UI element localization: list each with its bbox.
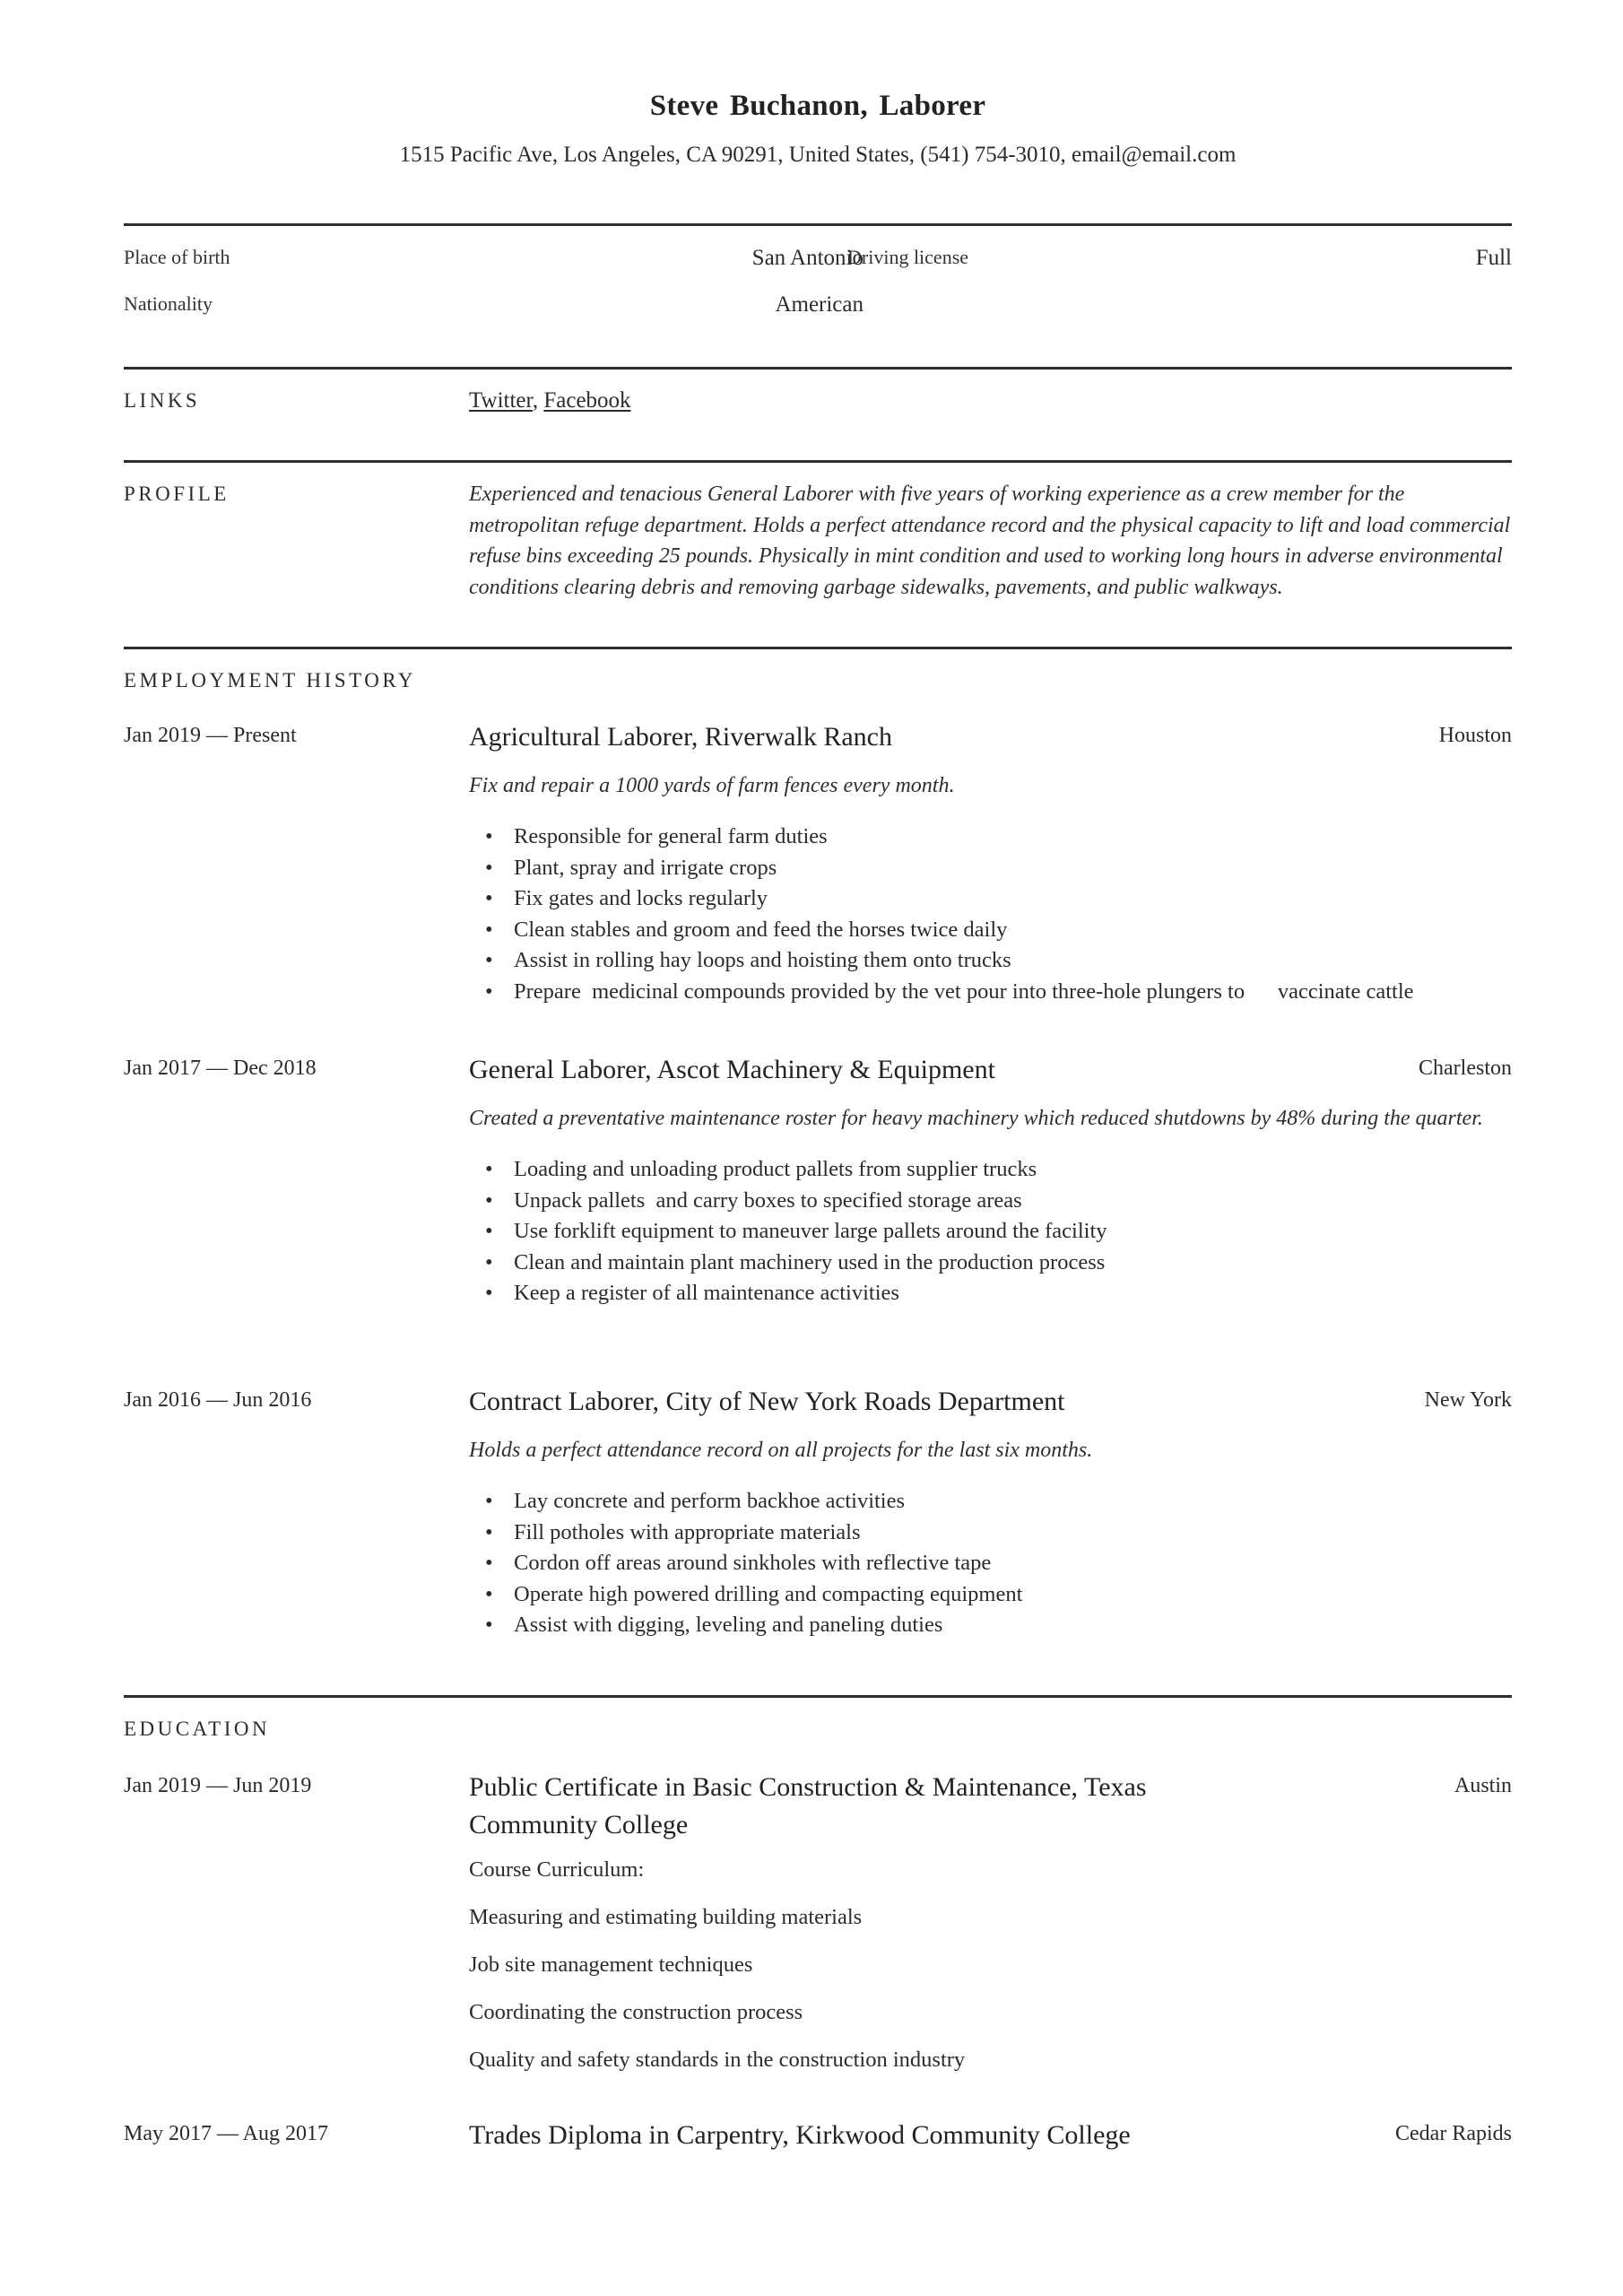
entry-bullets [469, 1154, 1512, 1309]
entry-date: Jan 2017 — Dec 2018 [124, 1057, 317, 1080]
bullet-icon: • [485, 948, 493, 973]
place-of-birth-label: Place of birth [124, 246, 230, 268]
entry-title: Public Certificate in Basic Construction & Maintenance, Texas Community College [469, 1772, 1147, 1839]
course-curriculum [469, 1846, 1225, 2083]
bullet-icon: • [485, 1157, 493, 1181]
personal-details [124, 223, 1512, 370]
divider [124, 1695, 1512, 1698]
bullet-item: • Cordon off areas around sinkholes with reflective tape [469, 1548, 1512, 1579]
entry-date: Jan 2016 — Jun 2016 [124, 1388, 312, 1412]
profile-section [124, 460, 1512, 599]
entry-description: Created a preventative maintenance roster for heavy machinery which reduced shutdowns by 48% during the quarter. [469, 1107, 1483, 1130]
links-title: LINKS [124, 389, 201, 412]
bullet-icon: • [485, 1249, 493, 1274]
entry-city: Charleston [1419, 1057, 1512, 1080]
profile-summary: Experienced and tenacious General Laborer with five years of working experience as a crew member for the metropolitan refuge department. Holds a perfect attendance record and the physical capacity to lift and load commercial refuse bins exceeding 25 pounds. Physically in mint condition and used to working long hours in adverse environmental conditions clearing debris and removing garbage sidewalks, pavements, and public walkways. [469, 483, 1511, 599]
bullet-icon: • [485, 1489, 493, 1513]
entry-title: Trades Diploma in Carpentry, Kirkwood Community College [469, 2120, 1131, 2150]
bullet-item: • Clean and maintain plant machinery used in the production process [469, 1248, 1512, 1279]
bullet-icon: • [485, 978, 493, 1004]
bullet-item: • Assist in rolling hay loops and hoisting them onto trucks [469, 945, 1512, 977]
bullet-item: • Keep a register of all maintenance activities [469, 1278, 1512, 1309]
bullet-item: • Prepare medicinal compounds provided by the vet pour into three-hole plungers to vaccinate cattle [469, 977, 1512, 1008]
bullet-item: • Loading and unloading product pallets from supplier trucks [469, 1154, 1512, 1186]
entry-city: Houston [1438, 724, 1512, 747]
bullet-item: • Use forklift equipment to maneuver large pallets around the facility [469, 1216, 1512, 1248]
bullet-item: • Unpack pallets and carry boxes to specified storage areas [469, 1186, 1512, 1217]
link-separator: , [532, 388, 544, 413]
bullet-icon: • [485, 1187, 493, 1213]
entry-date: Jan 2019 — Present [124, 724, 297, 747]
nationality-value: American [775, 292, 864, 317]
nationality-label: Nationality [124, 292, 213, 315]
resume-page [124, 0, 1512, 2150]
bullet-item: • Lay concrete and perform backhoe activities [469, 1486, 1512, 1518]
curriculum-item: Measuring and estimating building materials [469, 1905, 863, 1929]
bullet-icon: • [485, 886, 493, 911]
curriculum-item: Quality and safety standards in the construction industry [469, 2048, 966, 2072]
entry-bullets [469, 1486, 1512, 1641]
entry-title: Agricultural Laborer, Riverwalk Ranch [469, 722, 892, 752]
profile-title: PROFILE [124, 483, 230, 505]
entry-title: Contract Laborer, City of New York Roads Department [469, 1387, 1065, 1416]
divider [124, 460, 1512, 463]
curriculum-item: Course Curriculum: [469, 1857, 645, 1882]
divider [124, 367, 1512, 370]
entry-date: Jan 2019 — Jun 2019 [124, 1774, 312, 1797]
links-list [469, 388, 1512, 413]
bullet-item: • Clean stables and groom and feed the horses twice daily [469, 915, 1512, 946]
bullet-item: • Assist with digging, leveling and paneling duties [469, 1610, 1512, 1641]
bullet-icon: • [485, 1281, 493, 1306]
employment-title: EMPLOYMENT HISTORY [124, 669, 417, 691]
bullet-item: • Fill potholes with appropriate materials [469, 1518, 1512, 1549]
education-title: EDUCATION [124, 1718, 271, 1740]
bullet-item: • Operate high powered drilling and compacting equipment [469, 1579, 1512, 1611]
place-of-birth-value: San Antonio [751, 246, 864, 270]
bullet-icon: • [485, 1551, 493, 1576]
twitter-link[interactable]: Twitter [469, 388, 533, 413]
links-section [124, 367, 1512, 413]
entry-title: General Laborer, Ascot Machinery & Equipment [469, 1055, 995, 1084]
contact-line: 1515 Pacific Ave, Los Angeles, CA 90291, United States, (541) 754-3010, email@email.com [399, 143, 1237, 167]
bullet-icon: • [485, 824, 493, 848]
facebook-link[interactable]: Facebook [543, 388, 631, 413]
curriculum-item: Job site management techniques [469, 1952, 753, 1977]
entry-bullets [469, 822, 1512, 1008]
driving-license-label: Driving license [847, 246, 969, 268]
bullet-icon: • [485, 1581, 493, 1606]
entry-description: Fix and repair a 1000 yards of farm fences every month. [469, 774, 955, 797]
bullet-item: • Plant, spray and irrigate crops [469, 853, 1512, 884]
bullet-item: • Fix gates and locks regularly [469, 883, 1512, 915]
driving-license-value: Full [1475, 246, 1512, 270]
bullet-item: • Responsible for general farm duties [469, 822, 1512, 853]
resume-header [124, 0, 1512, 168]
entry-city: Cedar Rapids [1395, 2122, 1512, 2145]
bullet-icon: • [485, 1219, 493, 1244]
entry-date: May 2017 — Aug 2017 [124, 2122, 328, 2145]
bullet-icon: • [485, 1519, 493, 1544]
divider [124, 647, 1512, 649]
bullet-icon: • [485, 917, 493, 942]
entry-city: New York [1424, 1388, 1512, 1412]
curriculum-item: Coordinating the construction process [469, 2000, 803, 2024]
candidate-name: Steve Buchanon, Laborer [649, 90, 986, 122]
education-section [124, 1695, 1512, 2150]
employment-section [124, 647, 1512, 1638]
entry-city: Austin [1454, 1774, 1512, 1797]
entry-description: Holds a perfect attendance record on all projects for the last six months. [469, 1439, 1093, 1462]
bullet-icon: • [485, 855, 493, 880]
bullet-icon: • [485, 1613, 493, 1638]
